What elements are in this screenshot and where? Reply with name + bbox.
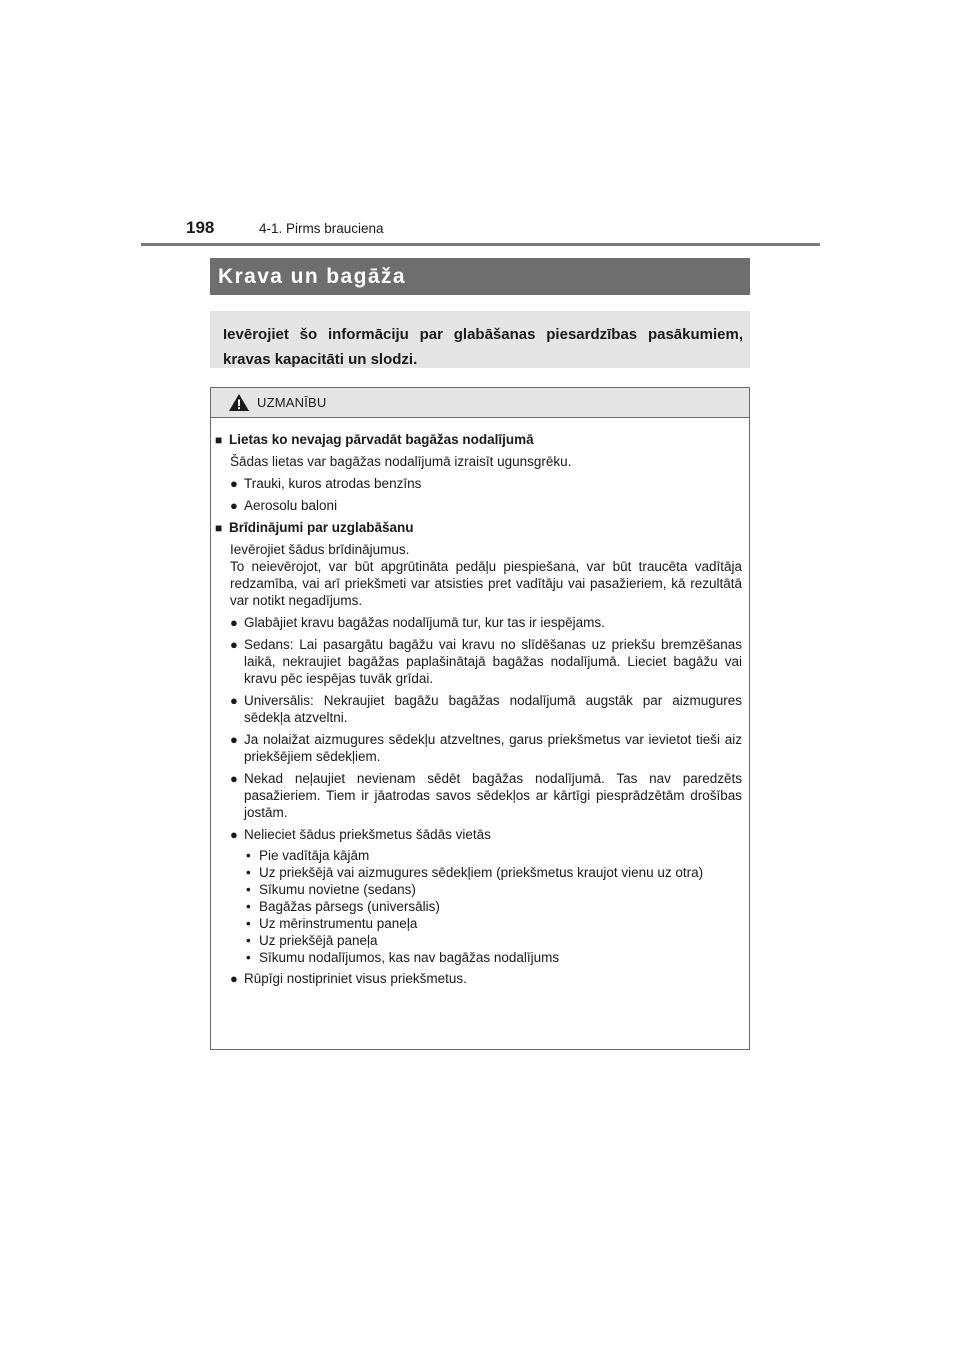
sub-item-text: Uz priekšējā paneļa (259, 933, 378, 948)
bullet-text: Rūpīgi nostipriniet visus priekšmetus. (244, 971, 467, 986)
sub-list-item (246, 864, 742, 881)
round-bullet-icon: ● (230, 827, 238, 842)
section-heading (215, 431, 742, 449)
round-bullet-icon: ● (230, 498, 238, 513)
sub-list-item (246, 881, 742, 898)
square-bullet-icon: ■ (215, 433, 223, 447)
round-bullet-icon: ● (230, 771, 238, 786)
sub-item-text: Sīkumu novietne (sedans) (259, 882, 416, 897)
sub-list-item (246, 932, 742, 949)
sub-list-item (246, 847, 742, 864)
bullet-text: Trauki, kuros atrodas benzīns (244, 476, 422, 491)
small-bullet-icon: • (246, 916, 251, 931)
bullet-text: Glabājiet kravu bagāžas nodalījumā tur, kur tas ir iespējams. (244, 615, 605, 630)
sub-item-text: Pie vadītāja kājām (259, 848, 370, 863)
bullet-text: Ja nolaižat aizmugures sēdekļu atzveltnes, garus priekšmetus var ievietot tieši aiz priekšējiem sēdekļiem. (244, 732, 742, 764)
list-item (215, 475, 742, 492)
small-bullet-icon: • (246, 848, 251, 863)
sub-item-text: Bagāžas pārsegs (universālis) (259, 899, 440, 914)
list-item (215, 770, 742, 821)
page-title: Krava un bagāža (218, 264, 406, 288)
caution-box (210, 387, 750, 1050)
heading-text: Brīdinājumi par uzglabāšanu (229, 520, 414, 535)
warning-triangle-icon (228, 393, 250, 412)
round-bullet-icon: ● (230, 476, 238, 491)
round-bullet-icon: ● (230, 615, 238, 630)
heading-text: Lietas ko nevajag pārvadāt bagāžas nodalījumā (229, 432, 534, 447)
sub-list (215, 847, 742, 966)
list-item (215, 970, 742, 987)
list-item (215, 826, 742, 843)
small-bullet-icon: • (246, 865, 251, 880)
bullet-text: Universālis: Nekraujiet bagāžu bagāžas nodalījumā augstāk par aizmugures sēdekļa atzveltni. (244, 693, 742, 725)
sub-list-item (246, 949, 742, 966)
title-bar (210, 258, 750, 295)
section-heading (215, 519, 742, 537)
list-item (215, 731, 742, 765)
section-text (215, 453, 742, 470)
round-bullet-icon: ● (230, 693, 238, 708)
caution-title: UZMANĪBU (257, 395, 327, 410)
small-bullet-icon: • (246, 950, 251, 965)
bullet-text: Nekad neļaujiet nevienam sēdēt bagāžas nodalījumā. Tas nav paredzēts pasažieriem. Tiem ir jāatrodas savos sēdekļos ar kārtīgi piesprādzētām drošības jostām. (244, 771, 742, 820)
small-bullet-icon: • (246, 882, 251, 897)
text-line: Ievērojiet šādus brīdinājumus. (230, 542, 410, 557)
caution-body (211, 418, 749, 987)
text-line: Šādas lietas var bagāžas nodalījumā izraisīt ugunsgrēku. (230, 454, 572, 469)
bullet-text: Sedans: Lai pasargātu bagāžu vai kravu no slīdēšanas uz priekšu bremzēšanas laikā, nekraujiet bagāžas paplašinātajā bagāžas nodalījumā. Lieciet bagāžu vai kravu pēc iespējas tuvāk grīdai. (244, 637, 742, 686)
header-rule (141, 243, 820, 246)
round-bullet-icon: ● (230, 971, 238, 986)
sub-item-text: Sīkumu nodalījumos, kas nav bagāžas nodalījums (259, 950, 560, 965)
section-text (215, 541, 742, 609)
square-bullet-icon: ■ (215, 521, 223, 535)
small-bullet-icon: • (246, 933, 251, 948)
section-label: 4-1. Pirms brauciena (259, 221, 384, 236)
list-item (215, 614, 742, 631)
text-line: To neievērojot, var būt apgrūtināta pedāļu piespiešana, var būt traucēta vadītāja redzamība, vai arī priekšmeti var atsisties pret vadītāju vai pasažieriem, kā rezultātā var notikt negadījums. (230, 559, 742, 608)
intro-box: Ievērojiet šo informāciju par glabāšanas piesardzības pasākumiem, kravas kapacitāti un slodzi. (210, 311, 750, 368)
round-bullet-icon: ● (230, 732, 238, 747)
list-item (215, 636, 742, 687)
page-number: 198 (186, 218, 215, 237)
list-item (215, 497, 742, 514)
list-item (215, 692, 742, 726)
sub-list-item (246, 898, 742, 915)
caution-header (211, 388, 749, 418)
round-bullet-icon: ● (230, 637, 238, 652)
small-bullet-icon: • (246, 899, 251, 914)
sub-item-text: Uz mērinstrumentu paneļa (259, 916, 418, 931)
sub-list-item (246, 915, 742, 932)
bullet-text: Aerosolu baloni (244, 498, 338, 513)
sub-item-text: Uz priekšējā vai aizmugures sēdekļiem (priekšmetus kraujot vienu uz otra) (259, 865, 704, 880)
bullet-text: Nelieciet šādus priekšmetus šādās vietās (244, 827, 491, 842)
